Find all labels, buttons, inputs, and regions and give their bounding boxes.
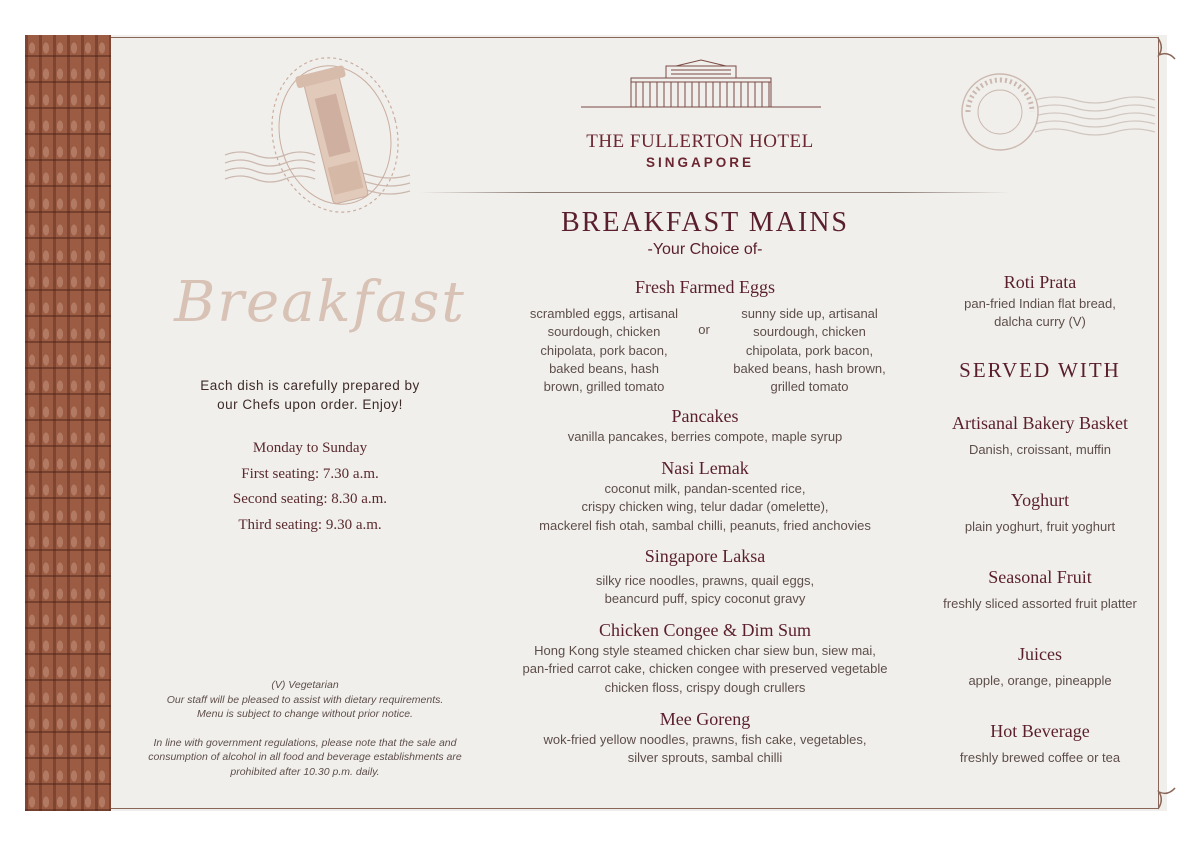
side-name-hot-beverage: Hot Beverage [990, 721, 1090, 741]
desc-line: pan-fried carrot cake, chicken congee with preserved vegetable [522, 661, 888, 677]
side-name-yoghurt: Yoghurt [1010, 490, 1070, 510]
desc-line: vanilla pancakes, berries compote, maple syrup [567, 429, 843, 444]
note-line: Our staff will be pleased to assist with dietary requirements. [166, 693, 444, 706]
desc-line: grilled tomato [770, 379, 849, 395]
hotel-seal-stamp-icon [955, 70, 1165, 160]
intro-text [140, 376, 480, 414]
side-desc-fruit: freshly sliced assorted fruit platter [943, 596, 1137, 611]
side-name-juices: Juices [1018, 644, 1062, 664]
dish-desc-congee [480, 642, 930, 697]
side-name-bakery: Artisanal Bakery Basket [952, 413, 1128, 433]
dish-name-roti-prata: Roti Prata [1003, 272, 1077, 292]
dish-desc-nasi-lemak [480, 480, 930, 535]
breakfast-script-title: Breakfast [174, 270, 466, 335]
dish-desc-roti-prata [920, 295, 1160, 332]
seating-days: Monday to Sunday [252, 440, 368, 456]
dish-name-congee: Chicken Congee & Dim Sum [599, 620, 811, 640]
dish-desc-mee-goreng [480, 731, 930, 768]
hotel-name: THE FULLERTON HOTEL [586, 131, 814, 152]
seating-schedule [140, 436, 480, 538]
desc-line: crispy chicken wing, telur dadar (omelette), [581, 499, 829, 515]
menu-notes [130, 678, 480, 779]
desc-line: baked beans, hash brown, [733, 360, 886, 376]
dish-name-pancakes: Pancakes [671, 406, 739, 426]
dish-desc-pancakes [480, 428, 930, 446]
decorative-pattern-strip [25, 35, 111, 811]
desc-line: mackerel fish otah, sambal chilli, peanuts, fried anchovies [539, 517, 871, 533]
regulation-line: prohibited after 10.30 p.m. daily. [230, 765, 380, 778]
intro-line: our Chefs upon order. Enjoy! [217, 397, 403, 412]
desc-line: dalcha curry (V) [994, 314, 1086, 330]
hotel-city: SINGAPORE [645, 155, 754, 170]
seating-time: Second seating: 8.30 a.m. [232, 491, 388, 507]
side-desc-juices: apple, orange, pineapple [968, 673, 1112, 688]
mains-title: BREAKFAST MAINS [560, 207, 849, 238]
lighthouse-stamp-icon [220, 55, 420, 215]
dish-name-mee-goreng: Mee Goreng [659, 709, 751, 729]
desc-line: chicken floss, crispy dough crullers [604, 679, 806, 695]
mains-subtitle: -Your Choice of- [647, 241, 763, 258]
desc-line: sunny side up, artisanal [741, 306, 878, 321]
corner-ornament-bottom [1140, 770, 1180, 810]
side-name-fruit: Seasonal Fruit [988, 567, 1092, 587]
desc-line: brown, grilled tomato [543, 379, 665, 395]
dish-name-eggs: Fresh Farmed Eggs [635, 277, 775, 297]
desc-line: beancurd puff, spicy coconut gravy [604, 591, 806, 607]
desc-line: wok-fried yellow noodles, prawns, fish cake, vegetables, [543, 732, 867, 747]
desc-line: scrambled eggs, artisanal [529, 306, 679, 321]
desc-line: Hong Kong style steamed chicken char siew bun, siew mai, [534, 643, 876, 658]
note-line: (V) Vegetarian [271, 679, 339, 691]
desc-line: baked beans, hash [549, 360, 659, 376]
header-divider [420, 192, 1010, 193]
desc-line: chipolata, pork bacon, [745, 342, 874, 358]
desc-line: silver sprouts, sambal chilli [627, 750, 783, 766]
eggs-option-a [520, 305, 688, 396]
desc-line: pan-fried Indian flat bread, [964, 296, 1116, 311]
note-line: Menu is subject to change without prior notice. [197, 708, 413, 720]
dish-name-laksa: Singapore Laksa [644, 546, 766, 566]
side-desc-yoghurt: plain yoghurt, fruit yoghurt [964, 519, 1116, 534]
eggs-or: or [698, 322, 710, 337]
side-desc-bakery: Danish, croissant, muffin [968, 442, 1112, 457]
side-desc-hot-beverage: freshly brewed coffee or tea [959, 750, 1121, 765]
seating-time: Third seating: 9.30 a.m. [238, 516, 382, 533]
served-with-heading: SERVED WITH [959, 358, 1121, 382]
dish-name-nasi-lemak: Nasi Lemak [661, 458, 749, 478]
desc-line: sourdough, chicken [753, 324, 866, 340]
regulation-line: consumption of alcohol in all food and beverage establishments are [148, 751, 462, 763]
desc-line: coconut milk, pandan-scented rice, [604, 481, 806, 496]
dish-desc-laksa [480, 572, 930, 609]
desc-line: sourdough, chicken [547, 324, 661, 340]
intro-line: Each dish is carefully prepared by [200, 378, 420, 393]
desc-line: silky rice noodles, prawns, quail eggs, [595, 573, 815, 588]
eggs-option-b [722, 305, 897, 396]
desc-line: chipolata, pork bacon, [540, 342, 668, 358]
fullerton-building-logo-icon [581, 58, 821, 110]
seating-time: First seating: 7.30 a.m. [241, 465, 379, 482]
regulation-line: In line with government regulations, please note that the sale and [153, 736, 457, 749]
